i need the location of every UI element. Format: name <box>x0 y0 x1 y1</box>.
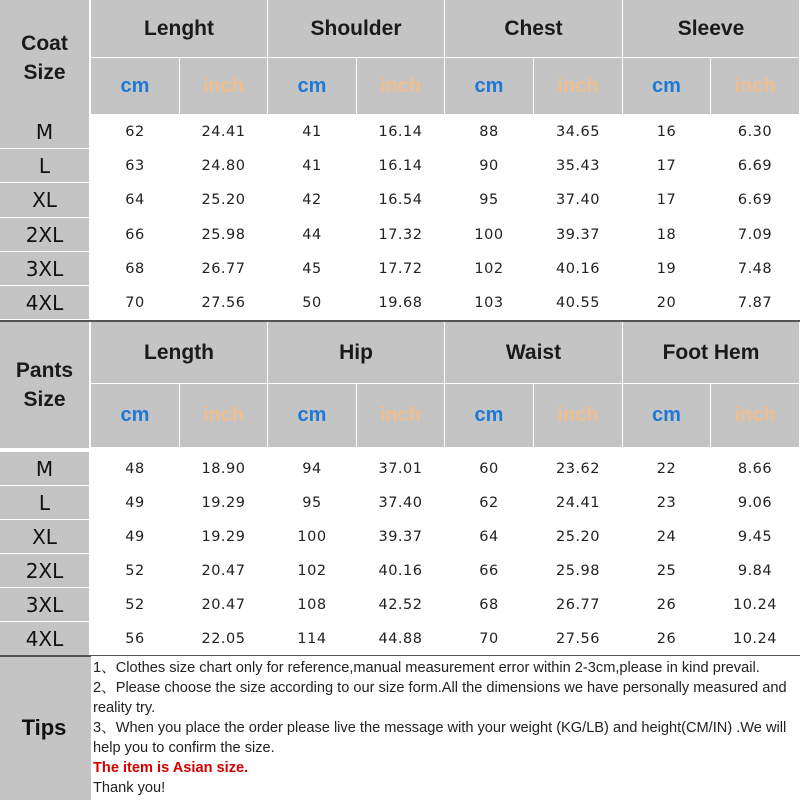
coat-value-cell: 70 <box>91 286 179 319</box>
pants-value-cell: 56 <box>91 622 179 655</box>
pants-value-cell: 94 <box>268 452 356 485</box>
pants-value-cell: 62 <box>445 486 533 519</box>
pants-value-cell: 19.29 <box>180 520 267 553</box>
coat-value-cell: 25.98 <box>180 218 267 251</box>
pants-size-label: 4XL <box>0 622 89 655</box>
pants-value-cell: 22 <box>623 452 710 485</box>
coat-group-header: Sleeve <box>623 0 799 57</box>
coat-value-cell: 39.37 <box>534 218 622 251</box>
pants-value-cell: 68 <box>445 588 533 621</box>
coat-unit-header: cm <box>623 58 710 114</box>
coat-title-size-word: Size <box>23 60 66 84</box>
pants-value-cell: 10.24 <box>711 622 799 655</box>
pants-unit-header: cm <box>268 384 356 447</box>
coat-value-cell: 6.69 <box>711 183 799 217</box>
pants-value-cell: 48 <box>91 452 179 485</box>
pants-value-cell: 108 <box>268 588 356 621</box>
pants-value-cell: 20.47 <box>180 588 267 621</box>
pants-value-cell: 23 <box>623 486 710 519</box>
coat-value-cell: 7.87 <box>711 286 799 319</box>
pants-value-cell: 52 <box>91 554 179 587</box>
pants-title-size-word: Size <box>23 388 66 411</box>
coat-value-cell: 102 <box>445 252 533 285</box>
coat-value-cell: 50 <box>268 286 356 319</box>
coat-value-cell: 16.54 <box>357 183 444 217</box>
pants-value-cell: 25.98 <box>534 554 622 587</box>
coat-value-cell: 16.14 <box>357 115 444 148</box>
coat-size-label: XL <box>0 183 89 217</box>
coat-value-cell: 17 <box>623 183 710 217</box>
thank-you-text: Thank you! <box>93 780 166 796</box>
coat-value-cell: 44 <box>268 218 356 251</box>
tips-text <box>91 656 800 800</box>
pants-value-cell: 22.05 <box>180 622 267 655</box>
coat-value-cell: 24.41 <box>180 115 267 148</box>
coat-value-cell: 62 <box>91 115 179 148</box>
coat-value-cell: 19 <box>623 252 710 285</box>
pants-value-cell: 60 <box>445 452 533 485</box>
pants-value-cell: 95 <box>268 486 356 519</box>
coat-value-cell: 90 <box>445 149 533 182</box>
coat-unit-header: inch <box>180 58 267 114</box>
pants-unit-header: cm <box>623 384 710 447</box>
coat-value-cell: 6.69 <box>711 149 799 182</box>
coat-size-title <box>0 0 89 115</box>
pants-value-cell: 26 <box>623 588 710 621</box>
coat-group-header: Chest <box>445 0 622 57</box>
coat-value-cell: 34.65 <box>534 115 622 148</box>
pants-value-cell: 25 <box>623 554 710 587</box>
pants-unit-header: inch <box>534 384 622 447</box>
coat-value-cell: 103 <box>445 286 533 319</box>
pants-value-cell: 24.41 <box>534 486 622 519</box>
pants-value-cell: 64 <box>445 520 533 553</box>
pants-value-cell: 10.24 <box>711 588 799 621</box>
coat-value-cell: 41 <box>268 149 356 182</box>
pants-value-cell: 8.66 <box>711 452 799 485</box>
coat-value-cell: 66 <box>91 218 179 251</box>
pants-value-cell: 9.45 <box>711 520 799 553</box>
coat-value-cell: 16 <box>623 115 710 148</box>
coat-value-cell: 7.48 <box>711 252 799 285</box>
pants-value-cell: 25.20 <box>534 520 622 553</box>
coat-value-cell: 37.40 <box>534 183 622 217</box>
pants-group-header: Waist <box>445 322 622 383</box>
tip-line-1: 1、Clothes size chart only for reference,manual measurement error within 2-3cm,please in kind prevail. <box>93 660 760 676</box>
pants-value-cell: 27.56 <box>534 622 622 655</box>
pants-value-cell: 102 <box>268 554 356 587</box>
coat-unit-header: cm <box>445 58 533 114</box>
coat-unit-header: inch <box>534 58 622 114</box>
pants-value-cell: 66 <box>445 554 533 587</box>
coat-value-cell: 26.77 <box>180 252 267 285</box>
pants-value-cell: 44.88 <box>357 622 444 655</box>
coat-unit-header: cm <box>91 58 179 114</box>
coat-size-label: M <box>0 115 89 148</box>
coat-value-cell: 95 <box>445 183 533 217</box>
coat-size-label: 2XL <box>0 218 89 251</box>
pants-value-cell: 19.29 <box>180 486 267 519</box>
coat-size-label: 3XL <box>0 252 89 285</box>
pants-value-cell: 20.47 <box>180 554 267 587</box>
pants-unit-header: inch <box>357 384 444 447</box>
coat-value-cell: 45 <box>268 252 356 285</box>
pants-value-cell: 114 <box>268 622 356 655</box>
coat-unit-header: cm <box>268 58 356 114</box>
pants-value-cell: 49 <box>91 486 179 519</box>
pants-size-label: 2XL <box>0 554 89 587</box>
coat-value-cell: 24.80 <box>180 149 267 182</box>
pants-unit-header: inch <box>180 384 267 447</box>
pants-size-label: 3XL <box>0 588 89 621</box>
pants-value-cell: 52 <box>91 588 179 621</box>
coat-value-cell: 17 <box>623 149 710 182</box>
pants-value-cell: 42.52 <box>357 588 444 621</box>
coat-value-cell: 18 <box>623 218 710 251</box>
pants-value-cell: 26 <box>623 622 710 655</box>
coat-size-label: 4XL <box>0 286 89 319</box>
tips-label: Tips <box>21 715 67 740</box>
pants-size-label: L <box>0 486 89 519</box>
pants-value-cell: 100 <box>268 520 356 553</box>
coat-unit-header: inch <box>357 58 444 114</box>
pants-value-cell: 37.40 <box>357 486 444 519</box>
pants-unit-header: inch <box>711 384 799 447</box>
section-divider <box>0 320 800 322</box>
coat-unit-header: inch <box>711 58 799 114</box>
coat-value-cell: 27.56 <box>180 286 267 319</box>
coat-value-cell: 40.16 <box>534 252 622 285</box>
pants-value-cell: 39.37 <box>357 520 444 553</box>
coat-title-word: Coat <box>21 31 68 55</box>
coat-value-cell: 6.30 <box>711 115 799 148</box>
pants-group-header: Foot Hem <box>623 322 799 383</box>
pants-value-cell: 9.84 <box>711 554 799 587</box>
coat-value-cell: 7.09 <box>711 218 799 251</box>
pants-size-label: XL <box>0 520 89 553</box>
pants-value-cell: 9.06 <box>711 486 799 519</box>
pants-size-title <box>0 322 89 448</box>
asian-size-warning: The item is Asian size. <box>93 760 249 776</box>
coat-group-header: Lenght <box>91 0 267 57</box>
pants-value-cell: 49 <box>91 520 179 553</box>
coat-value-cell: 20 <box>623 286 710 319</box>
pants-value-cell: 26.77 <box>534 588 622 621</box>
coat-value-cell: 40.55 <box>534 286 622 319</box>
pants-unit-header: cm <box>91 384 179 447</box>
coat-value-cell: 25.20 <box>180 183 267 217</box>
coat-value-cell: 41 <box>268 115 356 148</box>
pants-size-label: M <box>0 452 89 485</box>
tip-line-2: 2、Please choose the size according to our size form.All the dimensions we have personally measured and reality try. <box>93 680 787 716</box>
pants-group-header: Length <box>91 322 267 383</box>
coat-value-cell: 63 <box>91 149 179 182</box>
coat-group-header: Shoulder <box>268 0 444 57</box>
tip-line-3: 3、When you place the order please live the message with your weight (KG/LB) and height(CM/IN) .We will help you to confirm the size. <box>93 720 787 756</box>
pants-value-cell: 24 <box>623 520 710 553</box>
coat-value-cell: 17.72 <box>357 252 444 285</box>
coat-value-cell: 42 <box>268 183 356 217</box>
coat-value-cell: 16.14 <box>357 149 444 182</box>
coat-value-cell: 19.68 <box>357 286 444 319</box>
coat-value-cell: 68 <box>91 252 179 285</box>
coat-size-label: L <box>0 149 89 182</box>
pants-group-header: Hip <box>268 322 444 383</box>
pants-value-cell: 23.62 <box>534 452 622 485</box>
coat-value-cell: 100 <box>445 218 533 251</box>
coat-value-cell: 88 <box>445 115 533 148</box>
coat-value-cell: 64 <box>91 183 179 217</box>
pants-title-word: Pants <box>15 359 74 382</box>
pants-value-cell: 18.90 <box>180 452 267 485</box>
pants-unit-header: cm <box>445 384 533 447</box>
pants-value-cell: 70 <box>445 622 533 655</box>
pants-value-cell: 40.16 <box>357 554 444 587</box>
coat-value-cell: 35.43 <box>534 149 622 182</box>
pants-value-cell: 37.01 <box>357 452 444 485</box>
coat-value-cell: 17.32 <box>357 218 444 251</box>
